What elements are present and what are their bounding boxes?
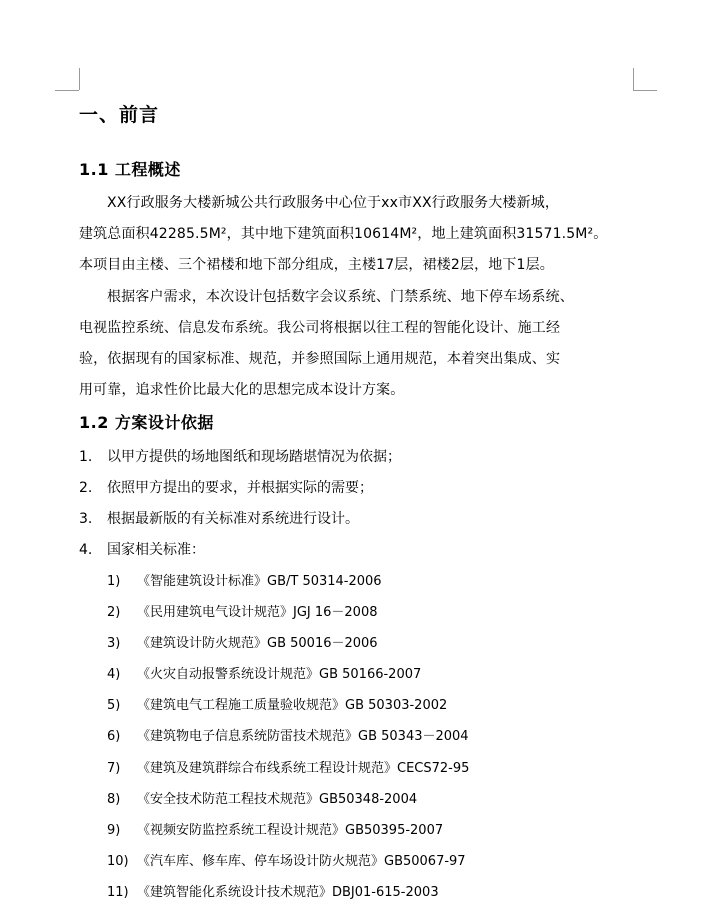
paragraph-line: 验，依据现有的国家标准、规范，并参照国际上通用规范，本着突出集成、实 (79, 351, 561, 367)
crop-mark-right-horizontal (633, 90, 657, 91)
basis-list (79, 442, 635, 566)
standards-list (107, 566, 469, 908)
standard-text: 《建筑电气工程施工质量验收规范》GB 50303-2002 (137, 698, 448, 714)
list-number: 5) (107, 698, 121, 714)
list-item (79, 535, 635, 566)
standard-text: 《建筑及建筑群综合布线系统工程设计规范》CECS72-95 (137, 760, 470, 776)
paragraph-line: 本项目由主楼、三个裙楼和地下部分组成，主楼17层，裙楼2层，地下1层。 (79, 257, 554, 273)
crop-mark-left-vertical (79, 68, 80, 90)
list-number: 9) (107, 822, 121, 838)
list-number: 1. (79, 449, 93, 465)
paragraph-line: 用可靠，追求性价比最大化的思想完成本设计方案。 (79, 382, 405, 398)
list-text: 以甲方提供的场地图纸和现场踏堪情况为依据； (107, 449, 401, 465)
standard-item (107, 753, 469, 784)
standard-text: 《建筑设计防火规范》GB 50016－2006 (137, 636, 378, 652)
standard-item (107, 846, 469, 877)
paragraph-line: 根据客户需求，本次设计包括数字会议系统、门禁系统、地下停车场系统、 (107, 289, 574, 305)
overview-paragraph (79, 188, 635, 281)
standard-text: 《建筑智能化系统设计技术规范》DBJ01-615-2003 (137, 884, 439, 900)
list-number: 4. (79, 542, 93, 558)
standard-item (107, 597, 469, 628)
standard-text: 《建筑物电子信息系统防雷技术规范》GB 50343－2004 (137, 729, 469, 745)
list-number: 8) (107, 791, 121, 807)
chapter-heading: 一、前言 (79, 104, 160, 126)
standard-item (107, 659, 469, 690)
list-text: 根据最新版的有关标准对系统进行设计。 (107, 511, 359, 527)
list-text: 依照甲方提出的要求，并根据实际的需要； (107, 480, 373, 496)
crop-mark-left-horizontal (55, 90, 79, 91)
standard-item (107, 566, 469, 597)
section-title-basis: 1.2 方案设计依据 (79, 413, 214, 432)
standard-item (107, 815, 469, 846)
standard-text: 《汽车库、修车库、停车场设计防火规范》GB50067-97 (137, 853, 466, 869)
standard-text: 《民用建筑电气设计规范》JGJ 16－2008 (137, 605, 378, 621)
standard-item (107, 721, 469, 752)
paragraph-line: 建筑总面积42285.5M²，其中地下建筑面积10614M²，地上建筑面积31571.5M²。 (79, 226, 608, 242)
paragraph-line: 电视监控系统、信息发布系统。我公司将根据以往工程的智能化设计、施工经 (79, 320, 561, 336)
list-number: 3. (79, 511, 93, 527)
standard-item (107, 784, 469, 815)
standard-text: 《智能建筑设计标准》GB/T 50314-2006 (137, 574, 382, 589)
standard-item (107, 628, 469, 659)
standard-item (107, 877, 469, 908)
section-title-overview: 1.1 工程概述 (79, 160, 181, 179)
paragraph-line: XX行政服务大楼新城公共行政服务中心位于xx市XX行政服务大楼新城， (107, 195, 560, 211)
list-number: 11) (107, 884, 129, 900)
list-number: 7) (107, 760, 121, 776)
list-item (79, 504, 635, 535)
list-number: 1) (107, 574, 121, 589)
list-number: 3) (107, 636, 121, 652)
list-number: 2. (79, 480, 93, 496)
standard-item (107, 690, 469, 721)
standard-text: 《火灾自动报警系统设计规范》GB 50166-2007 (137, 667, 422, 683)
scope-paragraph (79, 282, 635, 406)
standard-text: 《安全技术防范工程技术规范》GB50348-2004 (137, 791, 418, 807)
list-number: 2) (107, 605, 121, 621)
list-item (79, 473, 635, 504)
list-text: 国家相关标准： (107, 542, 205, 558)
list-number: 4) (107, 667, 121, 683)
list-item (79, 442, 635, 473)
list-number: 10) (107, 853, 129, 869)
list-number: 6) (107, 729, 121, 745)
standard-text: 《视频安防监控系统工程设计规范》GB50395-2007 (137, 822, 444, 838)
crop-mark-right-vertical (633, 68, 634, 90)
